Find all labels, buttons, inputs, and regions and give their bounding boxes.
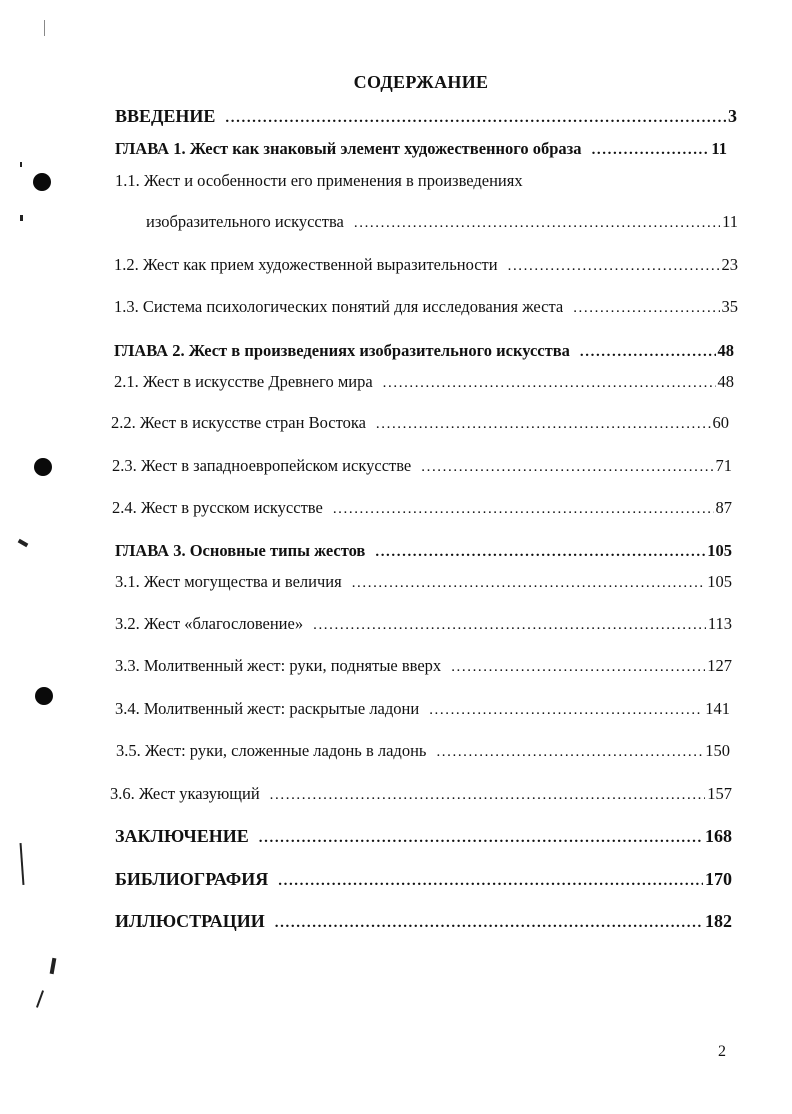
toc-page-number: 11: [711, 139, 727, 158]
toc-entry-section-1-2: [114, 255, 738, 276]
toc-page-number: 141: [705, 699, 730, 718]
page-title: СОДЕРЖАНИЕ: [353, 72, 489, 92]
toc-label: изобразительного искусства: [146, 212, 344, 231]
scan-mark: [50, 958, 57, 974]
toc-page-number: 150: [705, 741, 730, 760]
toc-page-number: 11: [722, 212, 738, 231]
dot-leader: [270, 785, 706, 805]
toc-label: ГЛАВА 2. Жест в произведениях изобразительного искусства: [114, 341, 570, 360]
dot-leader: [354, 213, 720, 233]
toc-label: 2.4. Жест в русском искусстве: [112, 498, 323, 517]
scan-mark: [20, 162, 22, 167]
dot-leader: [508, 256, 720, 276]
toc-entry-section-3-6: [110, 784, 732, 805]
dot-leader: [383, 373, 716, 393]
toc-label: 2.1. Жест в искусстве Древнего мира: [114, 372, 373, 391]
dot-leader: [278, 871, 703, 891]
dot-leader: [451, 657, 705, 677]
dot-leader: [352, 573, 706, 593]
toc-page-number: 48: [717, 341, 734, 360]
dot-leader: [429, 700, 703, 720]
toc-entry-section-3-2: [115, 614, 732, 635]
toc-page-number: 105: [707, 541, 732, 560]
scan-mark: [36, 990, 44, 1008]
toc-label: 3.5. Жест: руки, сложенные ладонь в ладонь: [116, 741, 427, 760]
toc-entry-conclusion: [115, 826, 732, 848]
dot-leader: [313, 615, 706, 635]
dot-leader: [275, 913, 703, 933]
toc-entry-intro: [115, 106, 737, 128]
toc-page-number: 168: [705, 826, 732, 846]
dot-leader: [421, 457, 713, 477]
toc-label: 1.2. Жест как прием художественной выразительности: [114, 255, 498, 274]
scan-mark: [20, 215, 23, 221]
toc-entry-section-3-4: [115, 699, 730, 720]
toc-entry-section-3-5: [116, 741, 730, 762]
toc-page-number: 35: [721, 297, 738, 316]
toc-label: БИБЛИОГРАФИЯ: [115, 869, 269, 889]
toc-label: ВВЕДЕНИЕ: [115, 106, 216, 126]
toc-entry-section-3-1: [115, 572, 732, 593]
toc-entry-section-1-1: [146, 212, 738, 233]
punch-hole: [33, 173, 51, 191]
toc-label: ЗАКЛЮЧЕНИЕ: [115, 826, 249, 846]
punch-hole: [35, 687, 53, 705]
toc-entry-section-2-3: [112, 456, 732, 477]
dot-leader: [592, 140, 710, 160]
toc-page-number: 182: [705, 911, 732, 931]
toc-entry-chapter-2: [114, 341, 734, 362]
toc-page-number: 48: [717, 372, 734, 391]
toc-page-number: 87: [715, 498, 732, 517]
toc-page-number: 60: [712, 413, 729, 432]
toc-label: 1.3. Система психологических понятий для исследования жеста: [114, 297, 564, 316]
toc-label: ГЛАВА 3. Основные типы жестов: [115, 541, 366, 560]
toc-page-number: 157: [707, 784, 732, 803]
toc-page-number: 23: [721, 255, 738, 274]
toc-label-line1: 1.1. Жест и особенности его применения в произведениях: [115, 171, 523, 190]
toc-label: 2.2. Жест в искусстве стран Востока: [111, 413, 366, 432]
page-number: 2: [718, 1043, 726, 1060]
scan-mark: [18, 539, 29, 547]
scan-mark: [20, 843, 25, 885]
toc-entry-chapter-1: [115, 139, 727, 160]
dot-leader: [580, 342, 716, 362]
toc-label: ИЛЛЮСТРАЦИИ: [115, 911, 265, 931]
punch-hole: [34, 458, 52, 476]
toc-page-number: 127: [707, 656, 732, 675]
toc-label: 3.1. Жест могущества и величия: [115, 572, 342, 591]
dot-leader: [376, 414, 711, 434]
toc-label: 3.6. Жест указующий: [110, 784, 260, 803]
toc-entry-section-2-1: [114, 372, 734, 393]
toc-entry-section-2-2: [111, 413, 729, 434]
toc-page-number: 105: [707, 572, 732, 591]
dot-leader: [375, 542, 705, 562]
dot-leader: [225, 108, 726, 128]
toc-entry-section-2-4: [112, 498, 732, 519]
toc-entry-illustrations: [115, 911, 732, 933]
dot-leader: [436, 742, 703, 762]
dot-leader: [333, 499, 714, 519]
toc-page-number: 71: [715, 456, 732, 475]
toc-entry-chapter-3: [115, 541, 732, 562]
toc-entry-section-1-3: [114, 297, 738, 318]
toc-page-number: 113: [707, 614, 732, 633]
toc-page-number: 3: [728, 106, 737, 126]
toc-label: 2.3. Жест в западноевропейском искусстве: [112, 456, 412, 475]
dot-leader: [259, 828, 703, 848]
toc-label: 3.2. Жест «благословение»: [115, 614, 304, 633]
toc-label: ГЛАВА 1. Жест как знаковый элемент художественного образа: [115, 139, 582, 158]
toc-entry-section-3-3: [115, 656, 732, 677]
dot-leader: [573, 298, 719, 318]
toc-page-number: 170: [705, 869, 732, 889]
toc-label: 3.3. Молитвенный жест: руки, поднятые вверх: [115, 656, 442, 675]
toc-entry-bibliography: [115, 869, 732, 891]
scan-mark: [44, 20, 45, 36]
toc-label: 3.4. Молитвенный жест: раскрытые ладони: [115, 699, 420, 718]
